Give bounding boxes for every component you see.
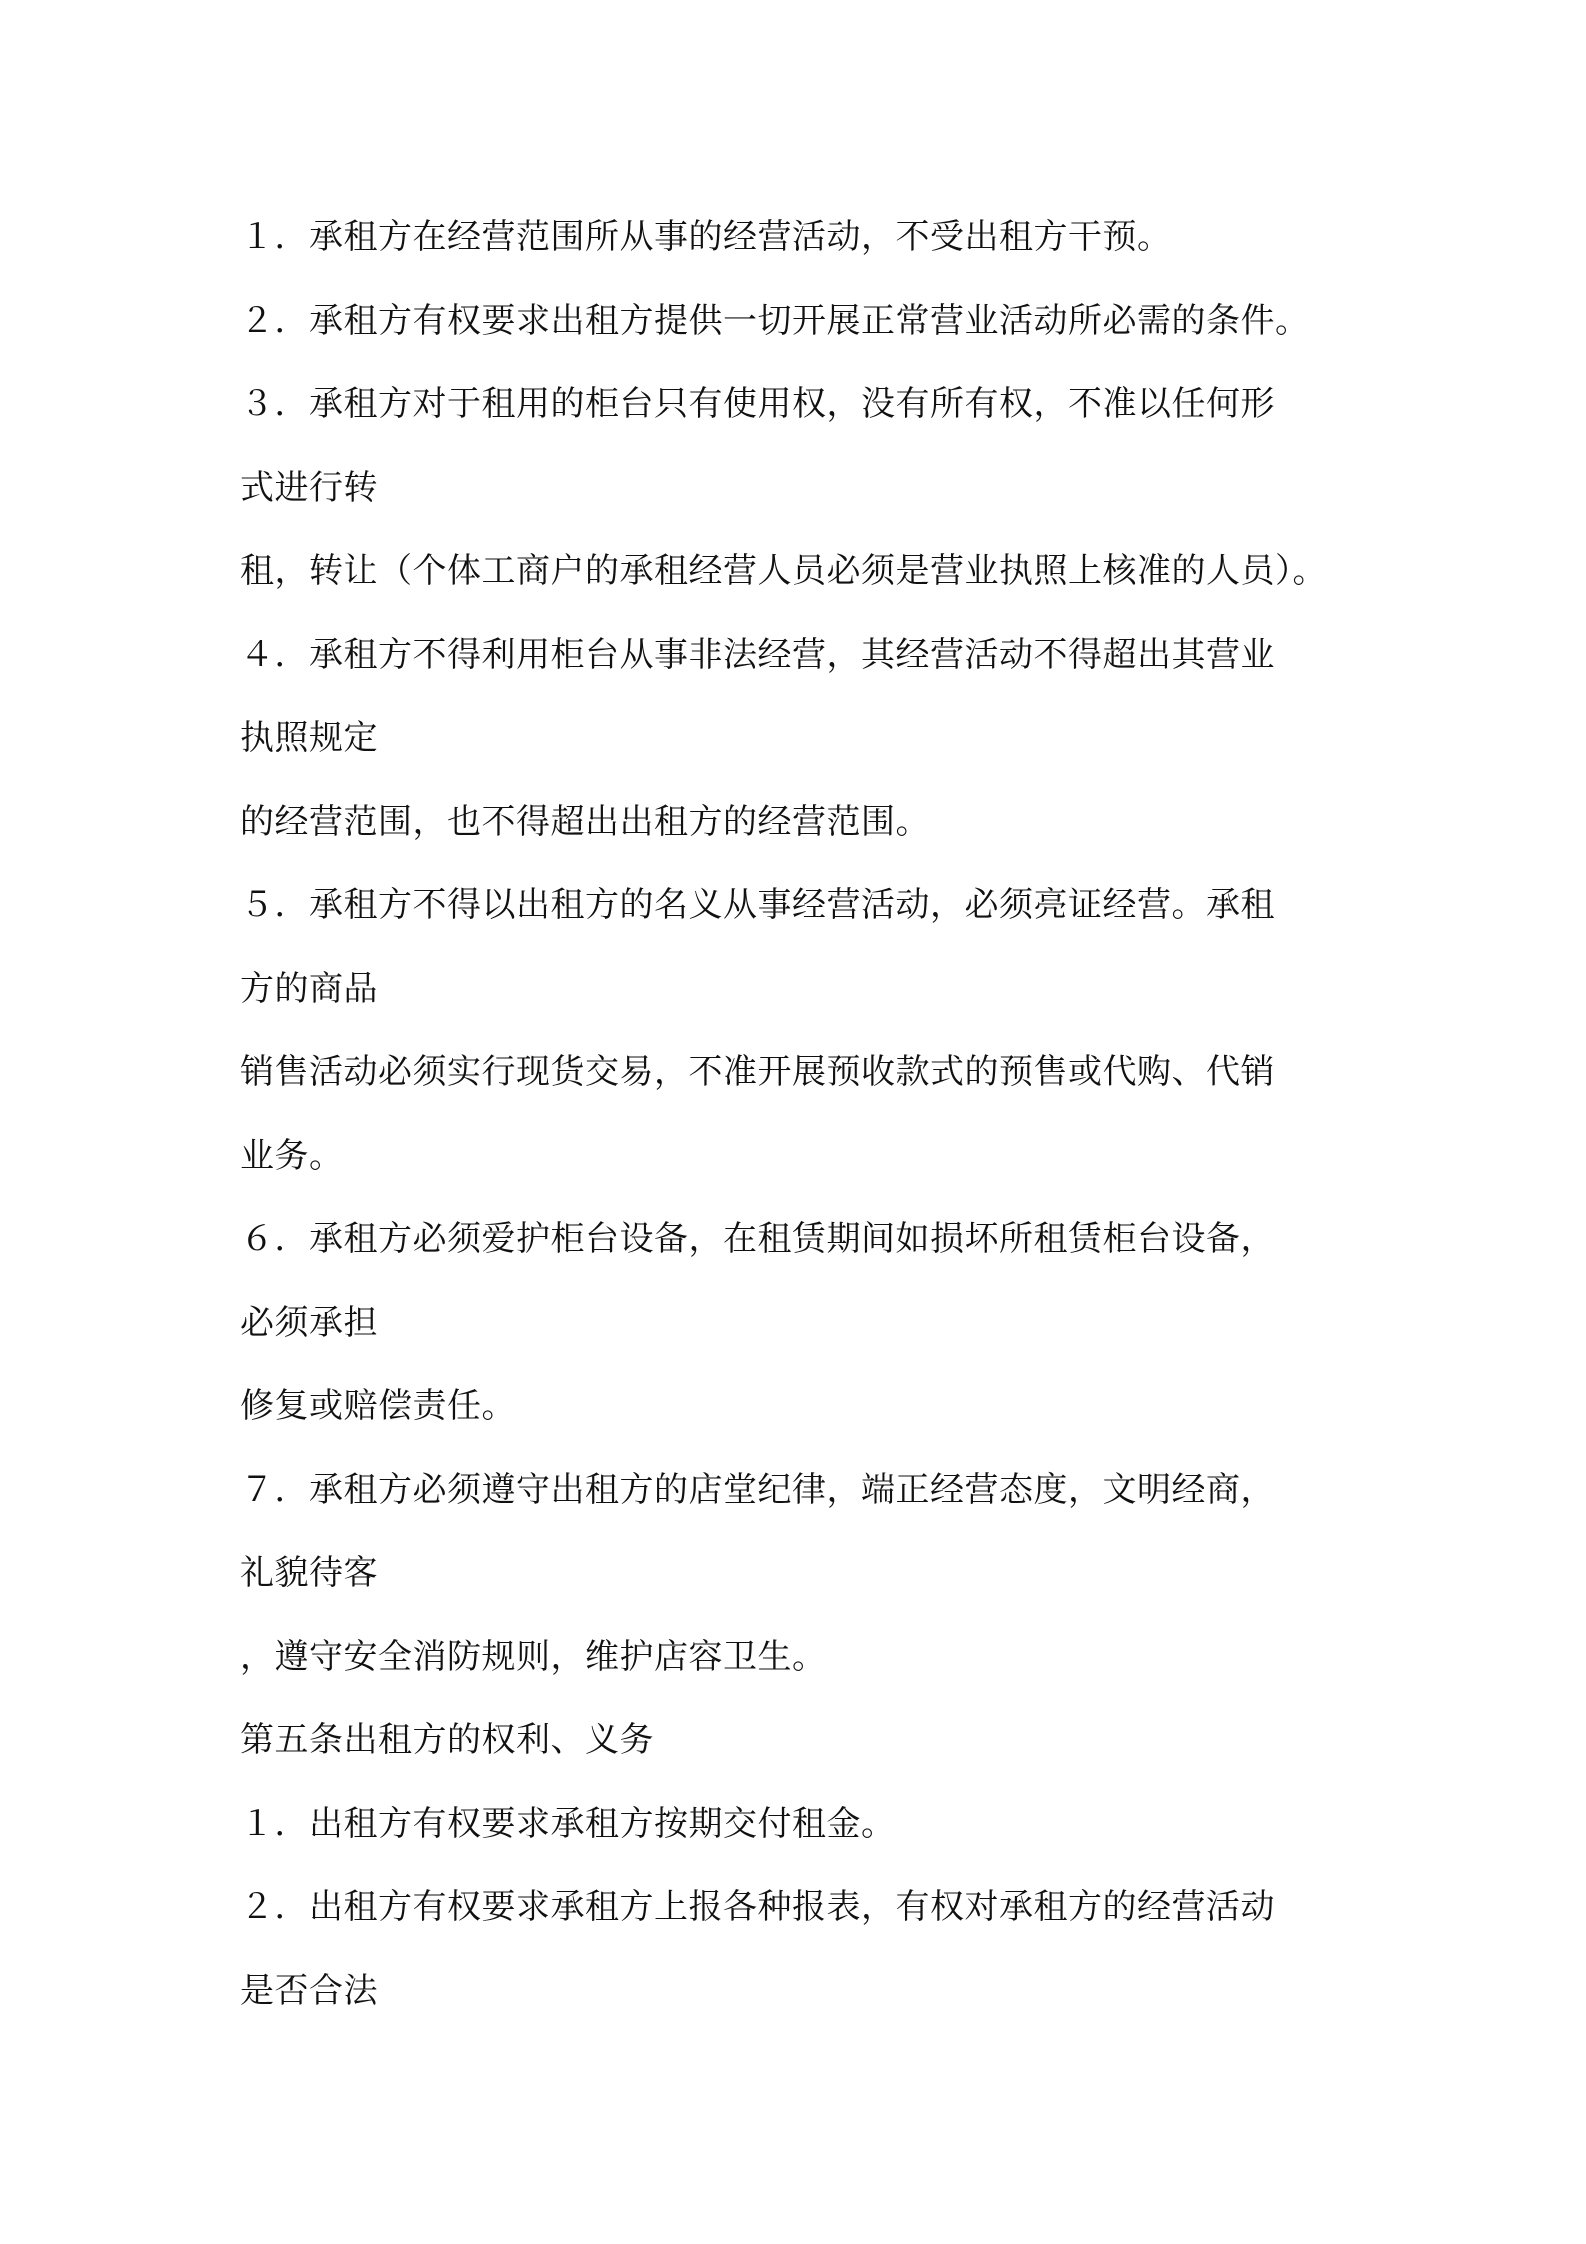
text-line: ２．出租方有权要求承租方上报各种报表，有权对承租方的经营活动: [240, 1887, 1275, 1927]
text-line: 礼貌待客: [240, 1553, 378, 1593]
text-line: 是否合法: [240, 1970, 378, 2011]
text-line: 修复或赔偿责任。: [240, 1386, 516, 1426]
text-line: ４．承租方不得利用柜台从事非法经营，其经营活动不得超出其营业: [240, 634, 1275, 675]
text-line: ，遵守安全消防规则，维护店容卫生。: [240, 1636, 827, 1677]
text-line: ３．承租方对于租用的柜台只有使用权，没有所有权，不准以任何形: [240, 384, 1275, 424]
text-line: ７．承租方必须遵守出租方的店堂纪律，端正经营态度，文明经商，: [240, 1469, 1275, 1510]
section-heading: 第五条出租方的权利、义务: [240, 1720, 654, 1760]
text-line: ２．承租方有权要求出租方提供一切开展正常营业活动所必需的条件。: [240, 300, 1310, 341]
text-line: １．承租方在经营范围所从事的经营活动，不受出租方干预。: [240, 217, 1172, 257]
text-line: １．出租方有权要求承租方按期交付租金。: [240, 1803, 896, 1844]
text-line: 必须承担: [240, 1302, 378, 1343]
text-line: 业务。: [240, 1135, 344, 1176]
text-line: 的经营范围，也不得超出出租方的经营范围。: [240, 801, 930, 842]
text-line: ６．承租方必须爱护柜台设备，在租赁期间如损坏所租赁柜台设备，: [240, 1219, 1275, 1259]
text-line: 销售活动必须实行现货交易，不准开展预收款式的预售或代购、代销: [240, 1052, 1275, 1092]
document-body: [240, 196, 1386, 2033]
text-line: 租，转让（个体工商户的承租经营人员必须是营业执照上核准的人员）。: [240, 551, 1327, 591]
text-line: 执照规定: [240, 718, 378, 758]
text-line: 方的商品: [240, 968, 378, 1009]
text-line: 式进行转: [240, 467, 378, 508]
text-line: ５．承租方不得以出租方的名义从事经营活动，必须亮证经营。承租: [240, 885, 1275, 925]
